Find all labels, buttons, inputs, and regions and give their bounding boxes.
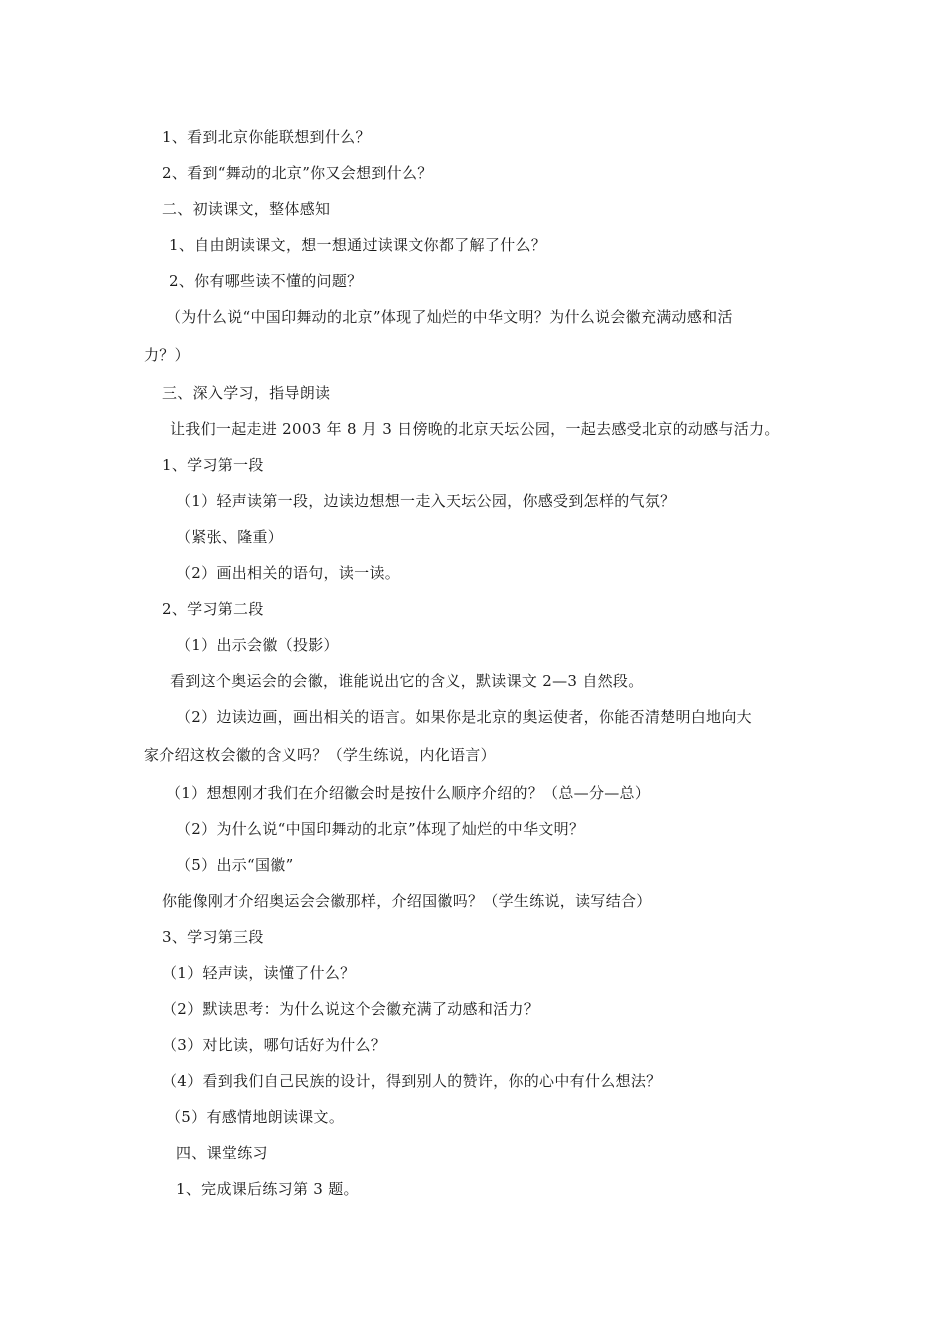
subsection-heading-3: 3、学习第三段 [162, 928, 264, 946]
step-text: （2）边读边画，画出相关的语言。如果你是北京的奥运使者，你能否清楚明白地向大 [176, 708, 752, 726]
section-heading-3: 三、深入学习，指导朗读 [162, 384, 331, 402]
step-text: （1）轻声读，读懂了什么？ [162, 964, 356, 982]
step-text: （1）轻声读第一段，边读边想想一走入天坛公园，你感受到怎样的气氛？ [176, 492, 676, 510]
question-2: 2、看到“舞动的北京”你又会想到什么？ [162, 164, 433, 182]
step-text: （1）想想刚才我们在介绍徽会时是按什么顺序介绍的？（总—分—总） [166, 784, 651, 802]
section-heading-4: 四、课堂练习 [176, 1144, 268, 1162]
section-heading-2: 二、初读课文，整体感知 [162, 200, 331, 218]
reading-task-2: 2、你有哪些读不懂的问题？ [169, 272, 363, 290]
step-text: （2）画出相关的语句，读一读。 [176, 564, 401, 582]
answer-text: （紧张、隆重） [176, 528, 284, 546]
instruction-text: 你能像刚才介绍奥运会会徽那样，介绍国徽吗？（学生练说，读写结合） [162, 892, 652, 910]
step-text: （5）有感情地朗读课文。 [166, 1108, 345, 1126]
paragraph-line-continued: 力？） [144, 346, 190, 364]
exercise-item: 1、完成课后练习第 3 题。 [176, 1180, 359, 1198]
paragraph-line: （为什么说“中国印舞动的北京”体现了灿烂的中华文明？为什么说会徽充满动感和活 [166, 308, 733, 326]
reading-task-1: 1、自由朗读课文，想一想通过读课文你都了解了什么？ [169, 236, 547, 254]
instruction-text: 看到这个奥运会的会徽，谁能说出它的含义，默读课文 2—3 自然段。 [170, 672, 644, 690]
step-text-continued: 家介绍这枚会徽的含义吗？（学生练说，内化语言） [144, 746, 496, 764]
step-text: （5）出示“国徽” [176, 856, 294, 874]
subsection-heading-2: 2、学习第二段 [162, 600, 264, 618]
intro-paragraph: 让我们一起走进 2003 年 8 月 3 日傍晚的北京天坛公园，一起去感受北京的动感与活力。 [170, 420, 780, 438]
subsection-heading-1: 1、学习第一段 [162, 456, 264, 474]
step-text: （4）看到我们自己民族的设计，得到别人的赞许，你的心中有什么想法？ [162, 1072, 662, 1090]
question-1: 1、看到北京你能联想到什么？ [162, 128, 371, 146]
step-text: （1）出示会徽（投影） [176, 636, 339, 654]
step-text: （2）为什么说“中国印舞动的北京”体现了灿烂的中华文明？ [176, 820, 585, 838]
step-text: （3）对比读，哪句话好为什么？ [162, 1036, 387, 1054]
step-text: （2）默读思考：为什么说这个会徽充满了动感和活力？ [162, 1000, 540, 1018]
